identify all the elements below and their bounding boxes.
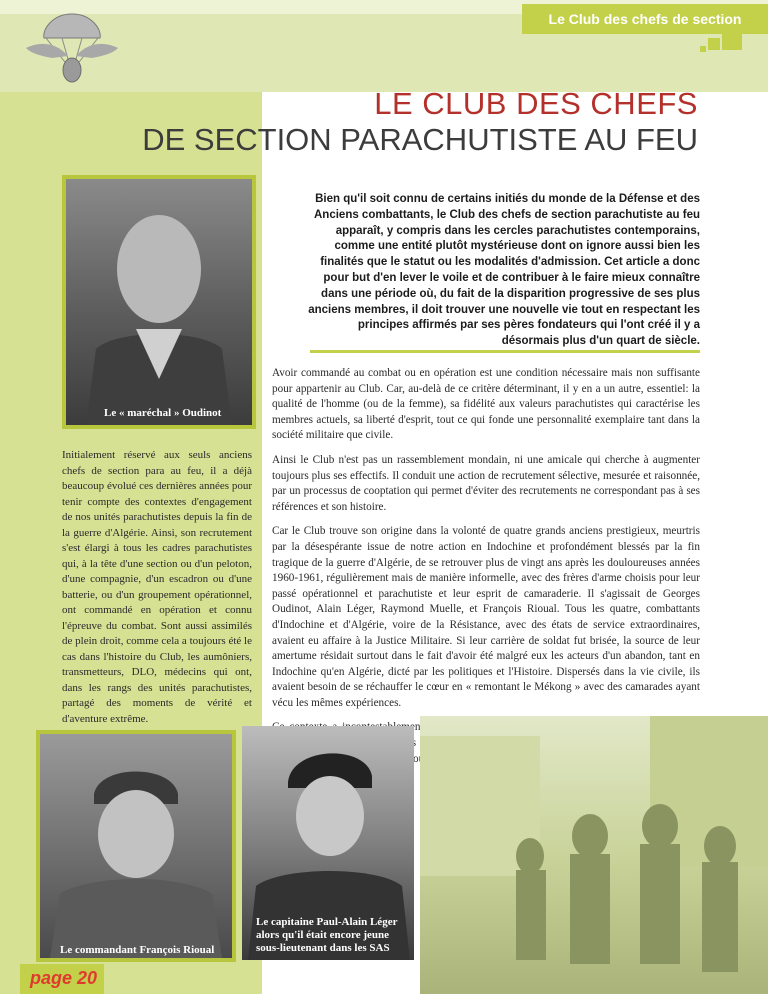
paragraph: Ainsi le Club n'est pas un rassemblement mondain, ni une amicale qui cherche à augmenter toujours plus ses effectifs. Il conduit une action de recrutement sélective, mesurée et raisonnée, par un processus de cooptation qui permet d'éviter des recrutements ne correspondant pas à ses références et son histoire.: [272, 453, 700, 513]
decor-square: [722, 30, 742, 50]
photo-oudinot: [62, 175, 256, 429]
section-tag: Le Club des chefs de section: [522, 4, 768, 34]
page-number: page 20: [30, 968, 98, 988]
side-text-column: Initialement réservé aux seuls anciens chefs de section para au feu, il a déjà beaucoup évolué ces dernières années pour tenir compte des contextes d'engagement de nos unités parachutistes depuis la fin de la guerre d'Algérie. Ainsi, son recrutement s'est élargi à tous les cadres parachutistes qui, à la tête d'une section ou d'un peloton, d'une compagnie, d'un escadron ou d'une batterie, ou d'un groupement opérationnel, ont commandé en opération et connu l'épreuve du combat. Sont aussi assimilés de plein droit, comme cela a toujours été le cas dans l'histoire du Club, les aumôniers, transmetteurs, DLO, médecins qui ont, dans les rangs des unités parachutistes, partagé des moments de vérité et d'aventure extrême.: [62, 449, 252, 725]
photo-leger: [242, 726, 414, 960]
paragraph: Avoir commandé au combat ou en opération est une condition nécessaire mais non suffisante pour appartenir au Club. Car, au-delà de ce critère déterminant, il y en a un autre, essentiel: la qualité de l'homme (ou de la femme), sa fidélité aux valeurs parachutistes qui caractérise les membres actuels, sa liberté d'esprit, tout ce qui fonde une personnalité exemplaire tant dans la société militaire que civile.: [272, 367, 700, 442]
article-title-line1: LE CLUB DES CHEFS: [374, 86, 698, 121]
photo-parade: [420, 716, 768, 994]
caption-rioual: Le commandant François Rioual: [60, 944, 215, 956]
paragraph: Car le Club trouve son origine dans la volonté de quatre grands anciens prestigieux, meurtris par la désespérante issue de notre action en Indochine et profondément blessés par la fin tragique de la guerre d'Algérie, de se retrouver plus de vingt ans après les douloureuses années 1960-1961, régulièrement mais de manière informelle, avec des frères d'arme choisis pour leur passé opérationnel et parachutiste et leur esprit de camaraderie. Il s'agissait de Georges Oudinot, Alain Léger, Raymond Muelle, et François Rioual. Tous les quatre, combattants d'Indochine et d'Algérie, voire de la Résistance, avec des états de service extraordinaires, avaient eu affaire à la Justice Militaire. Si leur carrière de soldat fut brisée, la source de leur amertume résidait surtout dans le fait d'avoir été malgré eux les acteurs d'un abandon, tant en Indochine qu'en Algérie, dicté par les politiques et l'Histoire. Dispersés dans la vie civile, ils avaient besoin de se réchauffer le cœur en « remontant le Mékong » avec des camarades ayant vécu les mêmes expériences.: [272, 525, 700, 709]
intro-paragraph: Bien qu'il soit connu de certains initiés du monde de la Défense et des Anciens combattants, le Club des chefs de section parachutiste au feu apparaît, y compris dans les cercles parachutistes contemporains, comme une entité plutôt mystérieuse dont on ignore aussi bien les finalités que le statut ou les modalités d'admission. Cet article a donc pour but d'en lever le voile et de contribuer à le faire mieux connaître dans une période où, du fait de la disparition progressive de ses plus anciens membres, il doit trouver une nouvelle vie tout en respectant les principes affirmés par ses pères fondateurs qui l'ont créé il y a désormais plus d'un quart de siècle.: [308, 193, 700, 348]
main-text-column: [272, 366, 700, 767]
decor-square: [708, 38, 720, 50]
caption-oudinot: Le « maréchal » Oudinot: [104, 407, 222, 419]
caption-leger-1: Le capitaine Paul-Alain Léger: [256, 916, 398, 928]
article-title-line2: DE SECTION PARACHUTISTE AU FEU: [142, 122, 698, 157]
intro-divider: [310, 350, 700, 353]
caption-leger-2: alors qu'il était encore jeune: [256, 929, 389, 941]
photo-rioual: [36, 730, 236, 962]
parachute-wings-insignia-icon: [22, 8, 122, 88]
caption-leger-3: sous-lieutenant dans les SAS: [256, 942, 390, 954]
decor-square: [700, 46, 706, 52]
